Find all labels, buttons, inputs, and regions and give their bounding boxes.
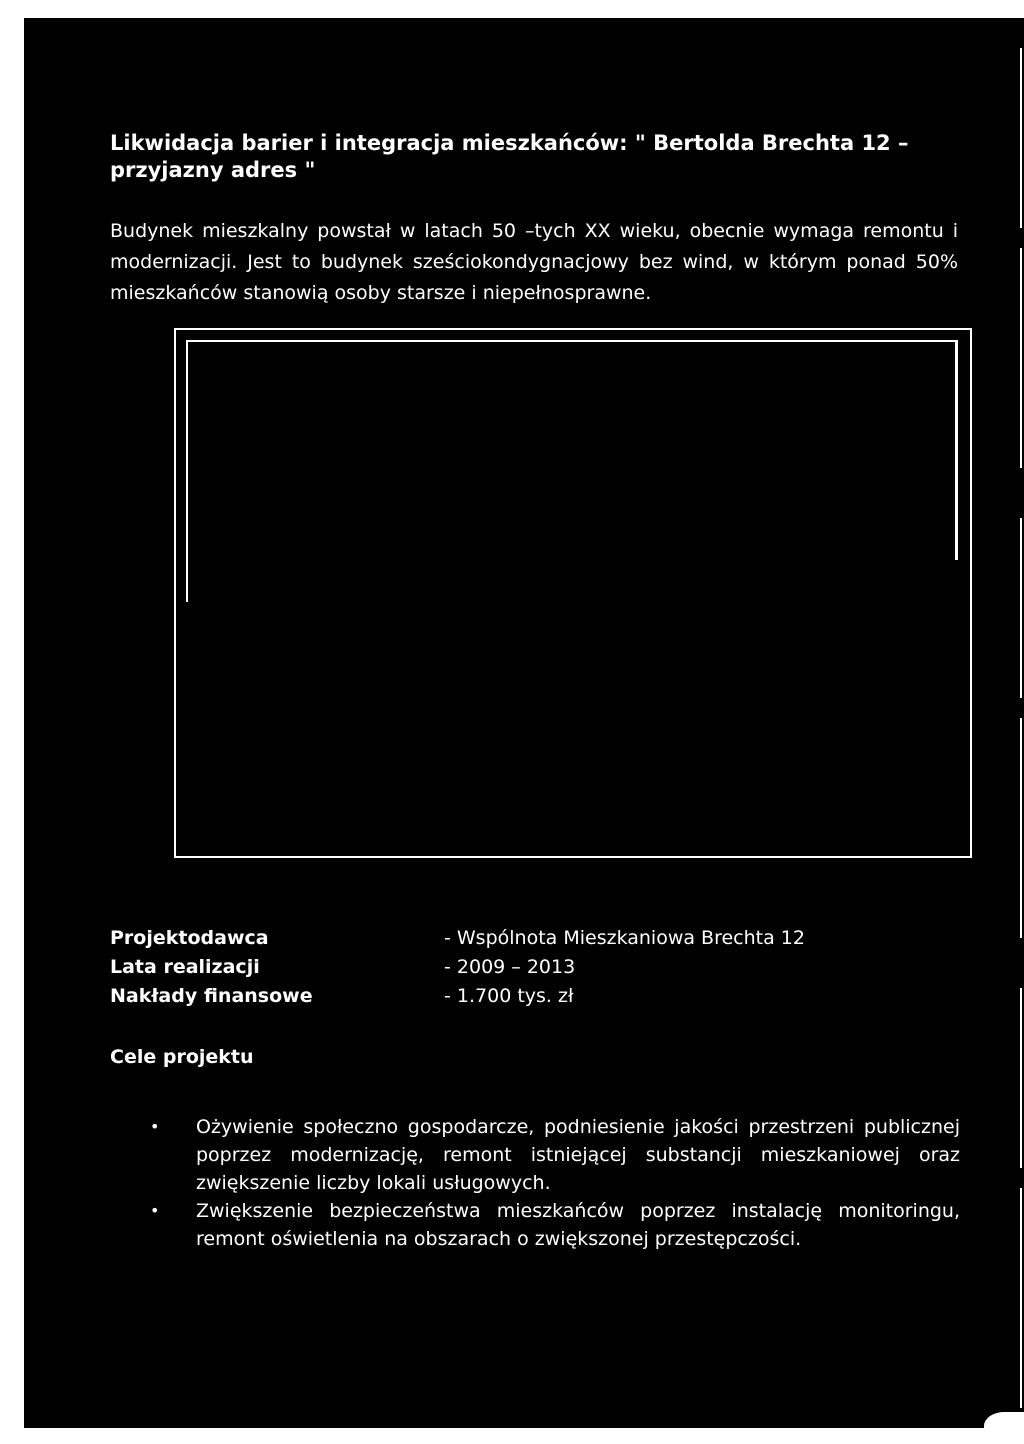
goals-heading: Cele projektu [110,1046,254,1068]
goals-list [150,1113,960,1253]
info-label: Nakłady finansowe [110,985,313,1007]
goal-text: Ożywienie społeczno gospodarcze, podniesienie jakości przestrzeni publicznej poprzez modernizację, remont istniejącej substancji mieszkaniowej oraz zwiększenie liczby lokali usługowych. [196,1116,960,1194]
info-row-budget [110,982,805,1011]
info-label: Projektodawca [110,927,269,949]
document-page [24,18,1024,1428]
info-value: - 1.700 tys. zł [444,985,574,1007]
info-value: - 2009 – 2013 [444,956,576,978]
project-info-table [110,924,805,1011]
scan-edge-line [1020,48,1022,1418]
bullet-icon: • [150,1201,160,1220]
bullet-icon: • [150,1117,160,1136]
goal-text: Zwiększenie bezpieczeństwa mieszkańców poprzez instalację monitoringu, remont oświetlenia na obszarach o zwiększonej przestępczości. [196,1200,960,1250]
list-item [150,1113,960,1197]
building-photo [174,328,972,858]
info-row-years [110,953,805,982]
photo-inner-frame [186,340,958,560]
info-label: Lata realizacji [110,956,260,978]
document-title: Likwidacja barier i integracja mieszkańców: " Bertolda Brechta 12 – przyjazny adres " [110,131,909,182]
info-row-applicant [110,924,805,953]
page-corner [984,1412,1024,1428]
intro-paragraph: Budynek mieszkalny powstał w latach 50 –tych XX wieku, obecnie wymaga remontu i modernizacji. Jest to budynek sześciokondygnacjowy bez wind, w którym ponad 50% mieszkańców stanowią osoby starsze i niepełnosprawne. [110,220,958,304]
list-item [150,1197,960,1253]
info-value: - Wspólnota Mieszkaniowa Brechta 12 [444,927,805,949]
